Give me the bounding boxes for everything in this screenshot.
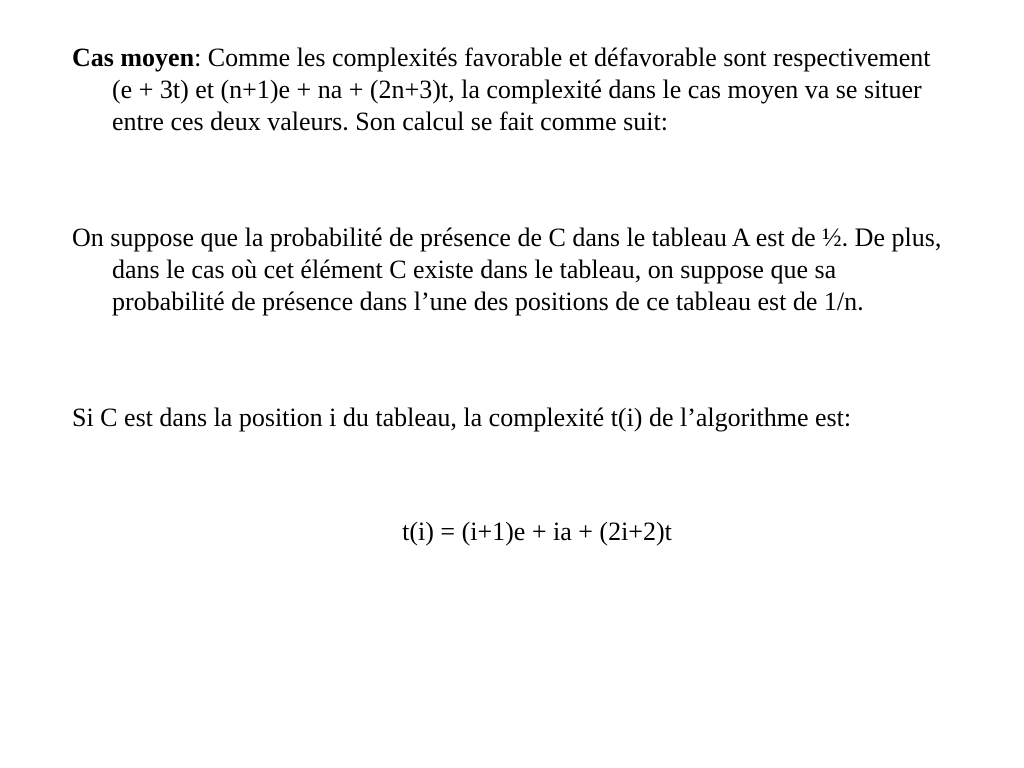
paragraph-position xyxy=(72,402,952,434)
paragraph-cas-moyen-text: : Comme les complexités favorable et défavorable sont respectivement (e + 3t) et (n+1)e + na + (2n+3)t, la complexité dans le cas moyen va se situer entre ces deux valeurs. Son calcul se fait comme suit: xyxy=(112,43,931,136)
bold-term-cas-moyen: Cas moyen xyxy=(72,43,195,72)
paragraph-probabilite xyxy=(72,222,952,318)
complexity-formula: t(i) = (i+1)e + ia + (2i+2)t xyxy=(402,517,672,546)
paragraph-cas-moyen xyxy=(72,42,952,138)
paragraph-probabilite-text: On suppose que la probabilité de présence de C dans le tableau A est de ½. De plus, dans le cas où cet élément C existe dans le tableau, on suppose que sa probabilité de présence dans l’une des positions de ce tableau est de 1/n. xyxy=(72,223,942,316)
paragraph-position-text: Si C est dans la position i du tableau, la complexité t(i) de l’algorithme est: xyxy=(72,403,852,432)
